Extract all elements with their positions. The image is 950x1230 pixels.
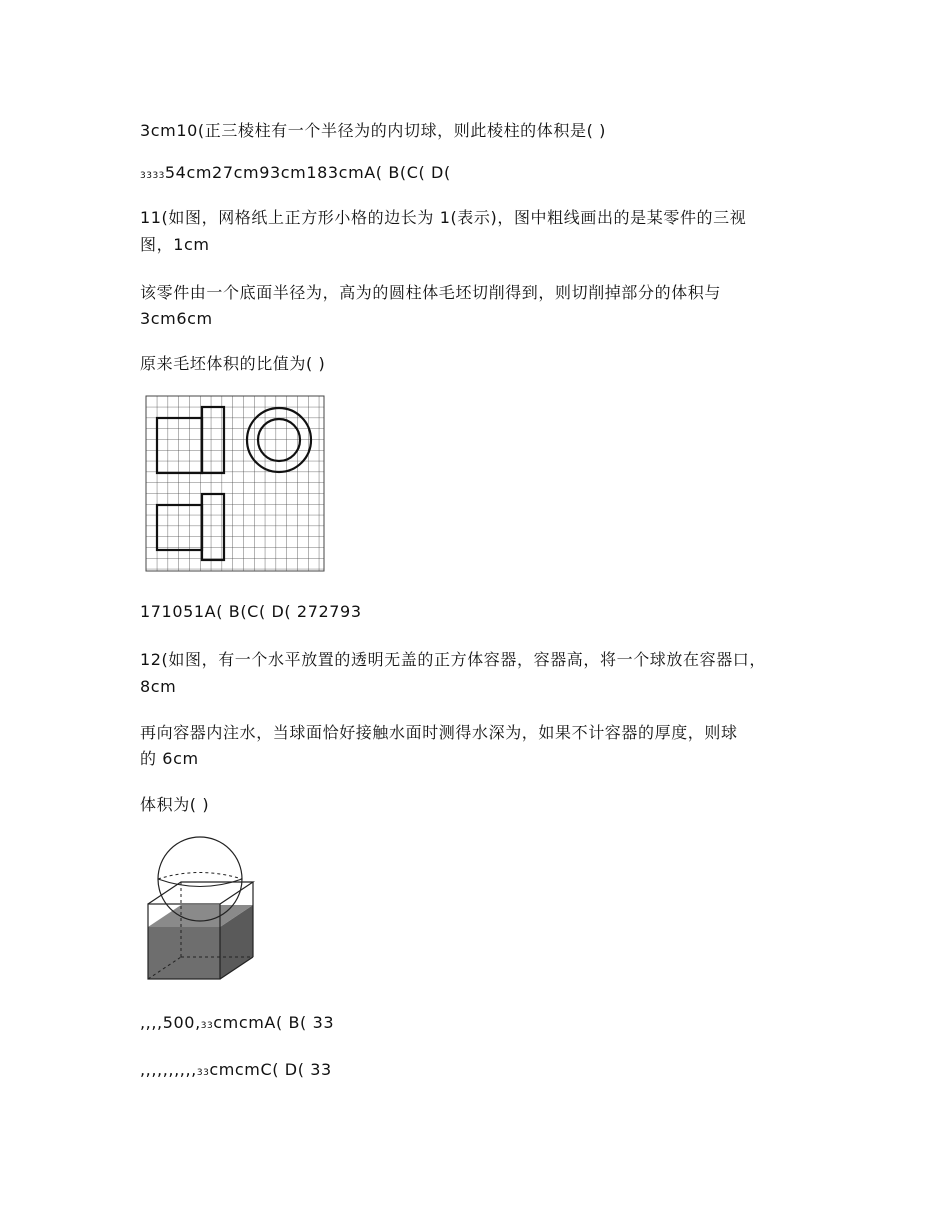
q12-option-a-subscript: 33 (200, 1021, 214, 1031)
three-view-grid-figure (140, 390, 330, 575)
sphere-equator-back (158, 873, 242, 880)
q11-options-line: 171051A( B(C( D( 272793 (140, 602, 362, 621)
q12-question-line-4: 的 6cm (140, 749, 199, 768)
q12-question-line-5: 体积为( ) (140, 795, 210, 814)
sphere-equator-front (158, 879, 242, 887)
q12-question-line-3: 再向容器内注水，当球面恰好接触水面时测得水深为，如果不计容器的厚度，则球 (140, 723, 738, 742)
q11-question-line-2: 图，1cm (140, 235, 210, 254)
q12-question-line-1: 12(如图，有一个水平放置的透明无盖的正方体容器，容器高，将一个球放在容器口， (140, 650, 767, 669)
q10-question-line: 3cm10(正三棱柱有一个半径为的内切球，则此棱柱的体积是( ) (140, 121, 606, 140)
q10-options-line (140, 160, 840, 189)
q12-option-c-subscript: 33 (196, 1068, 210, 1078)
q12-option-a-prefix: ,,,,500, (140, 1013, 201, 1032)
q12-option-c-prefix: ,,,,,,,,,, (140, 1060, 197, 1079)
q10-options-subscript: 3333 (140, 171, 165, 181)
q12-question-line-2: 8cm (140, 677, 177, 696)
q11-question-line-5: 原来毛坯体积的比值为( ) (140, 354, 326, 373)
q11-question-line-4: 3cm6cm (140, 309, 213, 328)
grid-paper (146, 396, 324, 571)
q11-question-line-3: 该零件由一个底面半径为，高为的圆柱体毛坯切削得到，则切削掉部分的体积与 (140, 283, 722, 302)
q11-question-line-1: 11(如图，网格纸上正方形小格的边长为 1(表示)，图中粗线画出的是某零件的三视 (140, 208, 747, 227)
q10-options-text: 54cm27cm93cm183cmA( B(C( D( (164, 163, 451, 182)
q12-options-line-ab (140, 1010, 840, 1039)
cube-sphere-figure (138, 832, 263, 987)
q12-option-a-text: cmcmA( B( 33 (213, 1013, 335, 1032)
q12-option-c-text: cmcmC( D( 33 (209, 1060, 332, 1079)
q12-options-line-cd (140, 1057, 840, 1086)
